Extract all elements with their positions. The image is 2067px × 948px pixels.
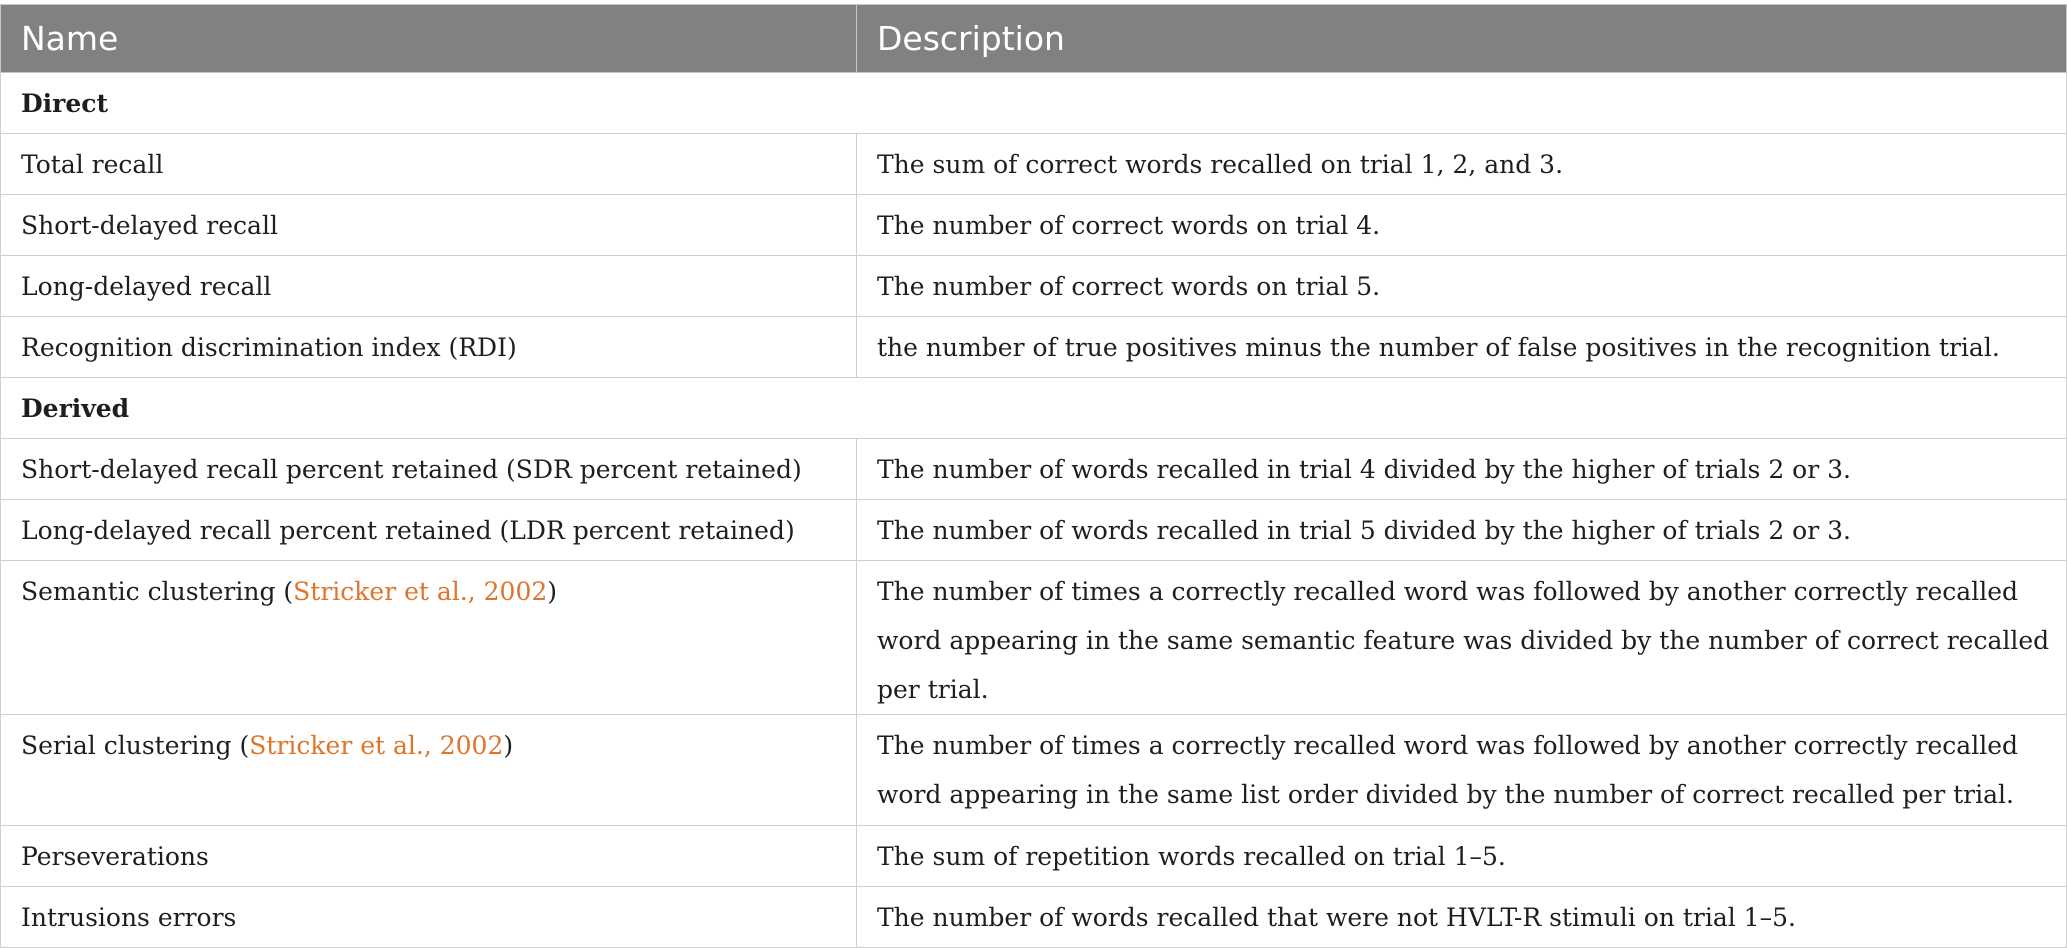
section-direct: Direct [1,73,2067,134]
row-name: Total recall [1,134,857,195]
row-description: The number of words recalled that were not HVLT-R stimuli on trial 1–5. [857,887,2067,948]
row-name: Long-delayed recall [1,256,857,317]
section-row [1,378,2067,439]
row-description: the number of true positives minus the number of false positives in the recognition trial. [857,317,2067,378]
row-description: The sum of correct words recalled on trial 1, 2, and 3. [857,134,2067,195]
row-description: The number of times a correctly recalled word was followed by another correctly recalled word appearing in the same semantic feature was divided by the number of correct recalled per trial. [857,561,2067,715]
row-name: Perseverations [1,826,857,887]
table-row [1,195,2067,256]
row-name: Recognition discrimination index (RDI) [1,317,857,378]
section-derived: Derived [1,378,2067,439]
row-description: The number of correct words on trial 4. [857,195,2067,256]
row-name: Intrusions errors [1,887,857,948]
table-row [1,256,2067,317]
table-row [1,317,2067,378]
table-row [1,500,2067,561]
citation-link[interactable]: Stricker et al., 2002 [293,577,548,606]
header-row [1,5,2067,73]
citation-link[interactable]: Stricker et al., 2002 [249,731,504,760]
row-name-end: ) [503,731,514,760]
table-row [1,887,2067,948]
row-description: The sum of repetition words recalled on trial 1–5. [857,826,2067,887]
table-row [1,439,2067,500]
table-row [1,561,2067,715]
row-name-text: Serial clustering ( [21,731,250,760]
row-name-text: Semantic clustering ( [21,577,294,606]
header-name: Name [1,5,857,73]
row-name: Long-delayed recall percent retained (LDR percent retained) [1,500,857,561]
table-row [1,826,2067,887]
row-description: The number of words recalled in trial 5 divided by the higher of trials 2 or 3. [857,500,2067,561]
row-description: The number of correct words on trial 5. [857,256,2067,317]
row-description: The number of words recalled in trial 4 divided by the higher of trials 2 or 3. [857,439,2067,500]
row-description: The number of times a correctly recalled word was followed by another correctly recalled word appearing in the same list order divided by the number of correct recalled per trial. [857,715,2067,826]
measures-table [0,4,2067,948]
header-description: Description [857,5,2067,73]
row-name: Short-delayed recall percent retained (SDR percent retained) [1,439,857,500]
row-name [1,561,857,715]
table-row [1,715,2067,826]
row-name: Short-delayed recall [1,195,857,256]
row-name [1,715,857,826]
row-name-end: ) [547,577,558,606]
section-row [1,73,2067,134]
table-row [1,134,2067,195]
